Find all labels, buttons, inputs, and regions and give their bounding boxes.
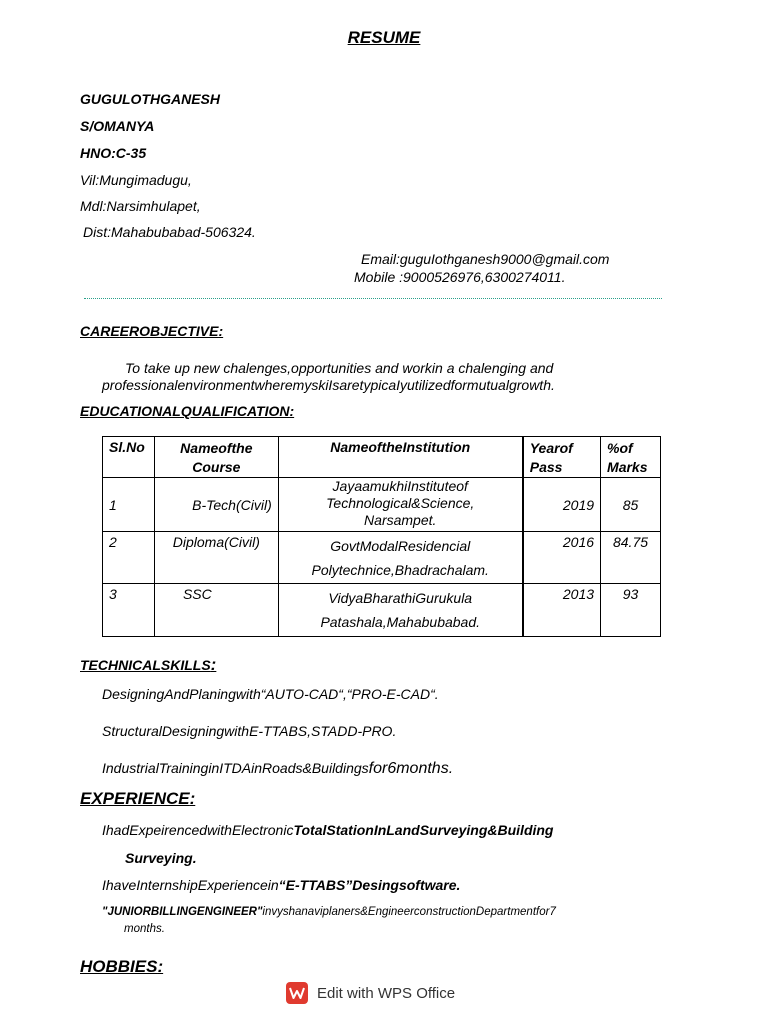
career-objective-line2: professionalenvironmentwheremyskiIsaretypicaIyutilizedformutualgrowth. bbox=[102, 377, 555, 393]
row-slno: 3 bbox=[103, 584, 155, 637]
header-year: Yearof Pass bbox=[523, 437, 601, 478]
mandal: Mdl:Narsimhulapet, bbox=[80, 198, 201, 214]
experience-item-cont: months. bbox=[124, 923, 165, 935]
row-course: Diploma(Civil) bbox=[154, 532, 278, 584]
candidate-name: GUGULOTHGANESH bbox=[80, 91, 220, 107]
row-course: SSC bbox=[154, 584, 278, 637]
career-objective-line1: To take up new chalenges,opportunities and workin a chalenging and bbox=[125, 360, 554, 376]
resume-title: RESUME bbox=[347, 28, 421, 47]
experience-item: "JUNIORBILLINGENGINEER"invyshanaviplaners&EngineerconstructionDepartmentfor7 bbox=[102, 906, 556, 918]
row-marks: 85 bbox=[601, 478, 661, 532]
wps-watermark-text: Edit with WPS Office bbox=[317, 984, 456, 1002]
header-marks: %of Marks bbox=[601, 437, 661, 478]
education-table bbox=[102, 436, 661, 637]
header-institution: NameoftheInstitution bbox=[278, 437, 523, 478]
wps-watermark[interactable] bbox=[286, 982, 455, 1004]
row-course: B-Tech(Civil) bbox=[154, 478, 278, 532]
header-slno: Sl.No bbox=[103, 437, 155, 478]
row-slno: 1 bbox=[103, 478, 155, 532]
village: Vil:Mungimadugu, bbox=[80, 172, 192, 188]
district: Dist:Mahabubabad-506324. bbox=[83, 224, 256, 240]
experience-item-cont: Surveying. bbox=[125, 850, 197, 866]
experience-heading: EXPERIENCE: bbox=[80, 789, 196, 808]
row-institution: JayaamukhiInstituteof Technological&Science, Narsampet. bbox=[278, 478, 523, 532]
hobbies-heading: HOBBIES: bbox=[80, 957, 164, 976]
row-slno: 2 bbox=[103, 532, 155, 584]
row-institution: GovtModalResidencial Polytechnice,Bhadrachalam. bbox=[278, 532, 523, 584]
row-year: 2013 bbox=[523, 584, 601, 637]
technical-skills-heading: TECHNICALSKILLS: bbox=[80, 655, 217, 674]
parent-name: S/OMANYA bbox=[80, 118, 155, 134]
career-objective-heading: CAREEROBJECTIVE: bbox=[80, 323, 224, 339]
table-row bbox=[103, 478, 661, 532]
table-row bbox=[103, 532, 661, 584]
skill-item: StructuralDesigningwithE-TTABS,STADD-PRO. bbox=[102, 723, 397, 739]
skill-item: IndustrialTraininginITDAinRoads&Buildingsfor6months. bbox=[102, 760, 454, 777]
table-row bbox=[103, 584, 661, 637]
mobile: Mobile :9000526976,6300274011. bbox=[354, 269, 566, 285]
house-number: HNO:C-35 bbox=[80, 145, 147, 161]
table-header-row bbox=[103, 437, 661, 478]
separator-line bbox=[84, 298, 662, 299]
row-year: 2016 bbox=[523, 532, 601, 584]
row-marks: 93 bbox=[601, 584, 661, 637]
email: Email:guguIothganesh9000@gmail.com bbox=[361, 251, 610, 267]
row-year: 2019 bbox=[523, 478, 601, 532]
row-marks: 84.75 bbox=[601, 532, 661, 584]
header-course: Nameofthe Course bbox=[154, 437, 278, 478]
experience-item: IhadExpeirencedwithElectronicTotalStationInLandSurveying&Building bbox=[102, 822, 554, 838]
row-institution: VidyaBharathiGurukula Patashala,Mahabubabad. bbox=[278, 584, 523, 637]
experience-item: IhaveInternshipExperiencein“E-TTABS”Desingsoftware. bbox=[102, 877, 461, 893]
skill-item: DesigningAndPlaningwith“AUTO-CAD“,“PRO-E-CAD“. bbox=[102, 686, 439, 702]
education-heading: EDUCATIONALQUALIFICATION: bbox=[80, 403, 295, 419]
wps-logo-icon bbox=[286, 982, 308, 1004]
